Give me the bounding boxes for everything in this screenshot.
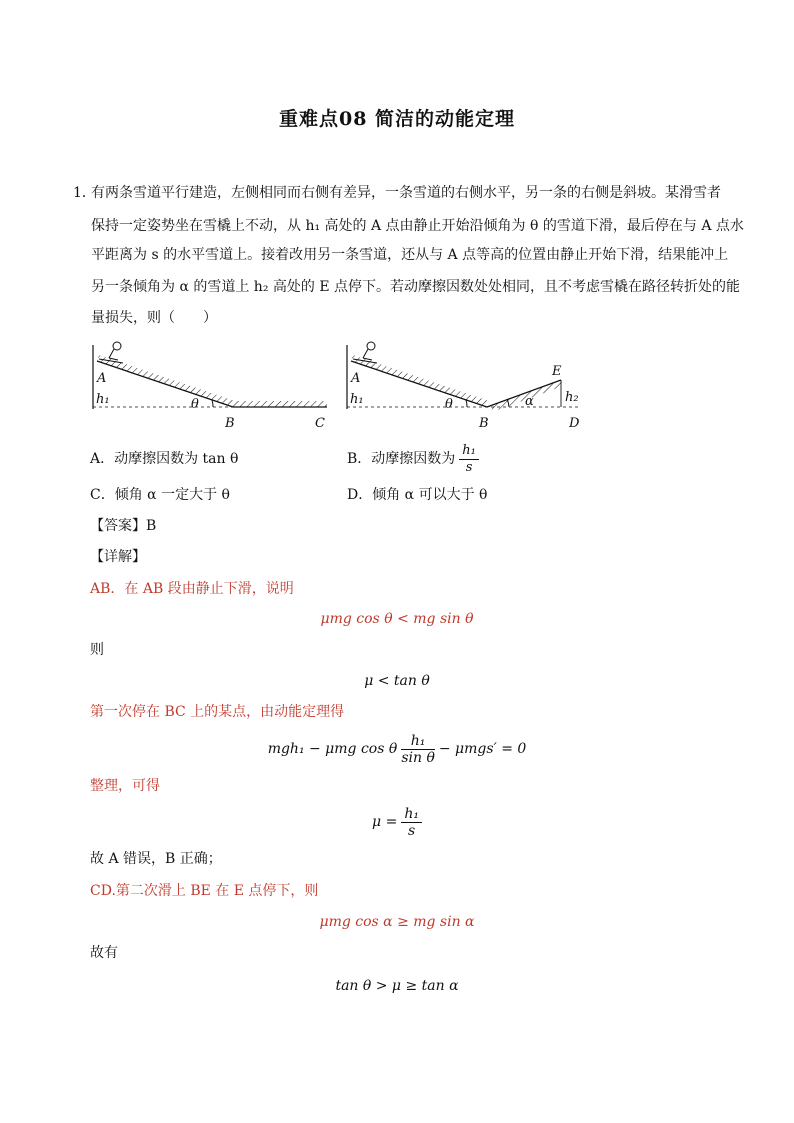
hence-label: 故有: [90, 945, 118, 961]
left-label-b: B: [225, 416, 235, 431]
then-label: 则: [90, 642, 104, 658]
cd-intro: CD.第二次滑上 BE 在 E 点停下，则: [90, 883, 319, 899]
left-label-h1: h₁: [96, 392, 110, 407]
equation-5: μmg cos α ≥ mg sin α: [319, 914, 475, 930]
equation-4: [0, 802, 794, 842]
option-b-text: B．动摩擦因数为: [347, 450, 456, 467]
question-number: 1．: [73, 185, 96, 201]
question-line-2: 保持一定姿势坐在雪橇上不动，从 h₁ 高处的 A 点由静止开始沿倾角为 θ 的雪道下滑，最后停在与 A 点水: [91, 218, 744, 234]
right-label-b: B: [479, 416, 489, 431]
stop-text: 第一次停在 BC 上的某点，由动能定理得: [90, 704, 345, 720]
arrange-text: 整理，可得: [90, 778, 160, 794]
equation-3: [0, 729, 794, 769]
right-label-d: D: [569, 416, 580, 431]
left-figure: [93, 342, 327, 431]
right-label-e: E: [552, 364, 562, 379]
left-label-a: A: [97, 371, 107, 386]
equation-3-left: mgh₁ − μmg cos θ: [267, 741, 398, 757]
question-line-4: 另一条倾角为 α 的雪道上 h₂ 高处的 E 点停下。若动摩擦因数处处相同，且不考虑雪橇在路径转折处的能: [91, 279, 741, 295]
right-label-h1: h₁: [350, 392, 364, 407]
question-line-1: 有两条雪道平行建造，左侧相同而右侧有差异，一条雪道的右侧水平，另一条的右侧是斜坡。某滑雪者: [91, 185, 721, 201]
conclusion-1: 故 A 错误，B 正确；: [90, 851, 222, 867]
equation-3-right: − μmgs′ = 0: [438, 741, 527, 757]
detail-label: 【详解】: [90, 549, 146, 565]
ab-intro: AB．在 AB 段由静止下滑，说明: [90, 581, 294, 597]
right-label-h2: h₂: [565, 390, 579, 405]
equation-2: μ < tan θ: [364, 673, 430, 689]
right-label-alpha: α: [525, 394, 534, 409]
equation-3-fraction: $\frac{\text{h₁}}{\text{sin θ}}$: [401, 732, 435, 766]
answer-label: 【答案】B: [90, 518, 157, 534]
option-b: [347, 440, 479, 478]
option-c: C．倾角 α 一定大于 θ: [90, 487, 230, 503]
right-figure: [347, 342, 580, 431]
equation-6: tan θ > μ ≥ tan α: [335, 978, 459, 994]
slope-figures: [85, 335, 605, 435]
right-label-theta: θ: [445, 397, 453, 412]
option-a: A．动摩擦因数为 tan θ: [90, 451, 239, 467]
option-b-fraction: $\frac{\text{h₁}}{s}$: [459, 443, 479, 476]
question-line-5: 量损失，则（ ）: [91, 310, 217, 326]
left-label-theta: θ: [191, 397, 199, 412]
left-label-c: C: [315, 416, 325, 431]
equation-4-fraction: $\frac{\text{h₁}}{s}$: [401, 806, 422, 839]
right-label-a: A: [351, 371, 361, 386]
equation-4-left: μ =: [372, 814, 398, 830]
page-title: 重难点08 简洁的动能定理: [278, 108, 516, 130]
question-line-3: 平距离为 s 的水平雪道上。接着改用另一条雪道，还从与 A 点等高的位置由静止开始下滑，结果能冲上: [91, 247, 729, 263]
option-d: D．倾角 α 可以大于 θ: [347, 487, 488, 503]
equation-1: μmg cos θ < mg sin θ: [320, 611, 474, 627]
